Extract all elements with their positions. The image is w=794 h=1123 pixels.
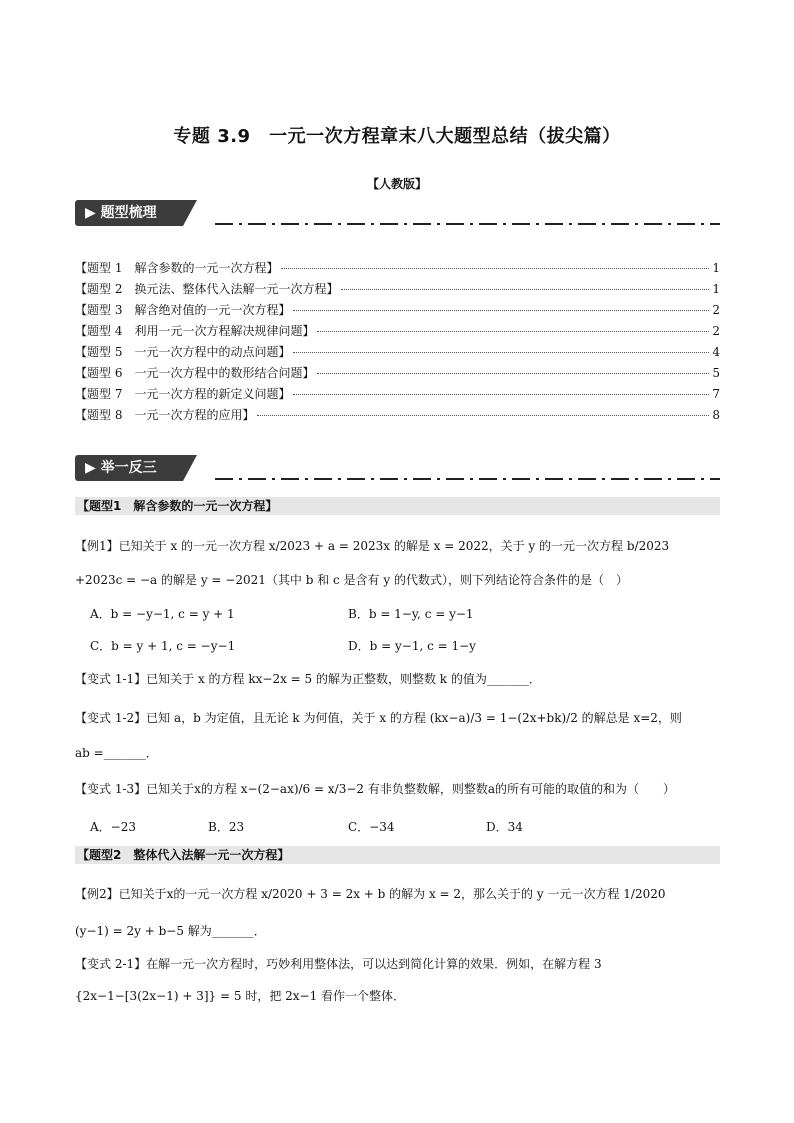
toc-leader <box>293 352 709 353</box>
toc-item-page: 5 <box>712 366 720 380</box>
toc-item-label: 【题型 2 换元法、整体代入法解一元一次方程】 <box>75 282 339 296</box>
toc-item[interactable] <box>75 321 720 342</box>
toc-item[interactable] <box>75 300 720 321</box>
option-d[interactable]: D．34 <box>486 820 523 834</box>
toc-leader <box>293 394 709 395</box>
toc-item[interactable] <box>75 363 720 384</box>
practice-banner-tab <box>75 455 183 481</box>
toc-item-page: 8 <box>712 408 720 422</box>
play-icon: ▶ <box>85 460 101 476</box>
toc-leader <box>281 268 709 269</box>
option-d[interactable]: D．b = y−1, c = 1−y <box>348 639 476 653</box>
toc-leader <box>317 331 709 332</box>
option-b[interactable]: B．23 <box>208 820 245 834</box>
toc-item-label: 【题型 7 一元一次方程的新定义问题】 <box>75 387 291 401</box>
example-1-line-2: +2023c = −a 的解是 y = −2021（其中 b 和 c 是含有 y 的代数式），则下列结论符合条件的是（ ） <box>75 573 628 587</box>
section-heading-text: 【题型2 整体代入法解一元一次方程】 <box>77 848 290 862</box>
toc-leader <box>257 415 709 416</box>
toc-item-page: 2 <box>712 324 720 338</box>
variant-2-1-line-2: {2x−1−[3(2x−1) + 3]} = 5 时，把 2x−1 看作一个整体． <box>75 989 406 1003</box>
toc-item-label: 【题型 3 解含绝对值的一元一次方程】 <box>75 303 291 317</box>
toc-item-page: 1 <box>712 282 720 296</box>
toc-item[interactable] <box>75 258 720 279</box>
section-heading <box>75 846 720 864</box>
toc-item-page: 7 <box>712 387 720 401</box>
example-1-line-1: 【例1】已知关于 x 的一元一次方程 x/2023 + a = 2023x 的解是 x = 2022，关于 y 的一元一次方程 b/2023 <box>75 539 670 553</box>
toc-item-label: 【题型 8 一元一次方程的应用】 <box>75 408 255 422</box>
option-c[interactable]: C．b = y + 1, c = −y−1 <box>90 639 236 653</box>
variant-1-2-line-2: ab =_______． <box>75 746 158 760</box>
toc-item-page: 2 <box>712 303 720 317</box>
play-icon: ▶ <box>85 205 101 221</box>
toc-banner <box>75 200 720 228</box>
section-heading-text: 【题型1 解含参数的一元一次方程】 <box>77 499 278 513</box>
option-a[interactable]: A．−23 <box>90 820 136 834</box>
variant-1-2-line-1: 【变式 1-2】已知 a，b 为定值，且无论 k 为何值，关于 x 的方程 (kx−a)/3 = 1−(2x+bk)/2 的解总是 x=2，则 <box>75 711 682 725</box>
example-2-line-1: 【例2】已知关于x的一元一次方程 x/2020 + 3 = 2x + b 的解为 x = 2，那么关于的 y 一元一次方程 1/2020 <box>75 887 666 901</box>
table-of-contents <box>75 258 720 426</box>
toc-item-page: 4 <box>712 345 720 359</box>
variant-1-3: 【变式 1-3】已知关于x的方程 x−(2−ax)/6 = x/3−2 有非负整数解，则整数a的所有可能的取值的和为（ ） <box>75 782 675 796</box>
practice-banner-label: 举一反三 <box>100 460 157 476</box>
practice-banner <box>75 455 720 483</box>
option-b[interactable]: B．b = 1−y, c = y−1 <box>348 607 474 621</box>
toc-item-label: 【题型 4 利用一元一次方程解决规律问题】 <box>75 324 315 338</box>
section-heading <box>75 497 720 515</box>
variant-1-1: 【变式 1-1】已知关于 x 的方程 kx−2x = 5 的解为正整数，则整数 k 的值为_______． <box>75 672 541 686</box>
toc-item-label: 【题型 5 一元一次方程中的动点问题】 <box>75 345 291 359</box>
toc-leader <box>341 289 709 290</box>
toc-item-label: 【题型 1 解含参数的一元一次方程】 <box>75 261 279 275</box>
edition-label: 【人教版】 <box>366 177 427 191</box>
example-2-line-2: (y−1) = 2y + b−5 解为_______． <box>75 924 266 938</box>
toc-leader <box>293 310 709 311</box>
page-title: 专题 3.9 一元一次方程章末八大题型总结（拔尖篇） <box>173 126 621 147</box>
toc-banner-tab <box>75 200 183 226</box>
option-c[interactable]: C．−34 <box>348 820 395 834</box>
toc-item[interactable] <box>75 279 720 300</box>
toc-item[interactable] <box>75 342 720 363</box>
toc-item[interactable] <box>75 384 720 405</box>
toc-leader <box>317 373 709 374</box>
variant-2-1-line-1: 【变式 2-1】在解一元一次方程时，巧妙利用整体法，可以达到简化计算的效果．例如，在解方程 3 <box>75 957 602 971</box>
toc-item-page: 1 <box>712 261 720 275</box>
option-a[interactable]: A．b = −y−1, c = y + 1 <box>90 607 235 621</box>
toc-item[interactable] <box>75 405 720 426</box>
toc-banner-label: 题型梳理 <box>100 205 157 221</box>
toc-item-label: 【题型 6 一元一次方程中的数形结合问题】 <box>75 366 315 380</box>
